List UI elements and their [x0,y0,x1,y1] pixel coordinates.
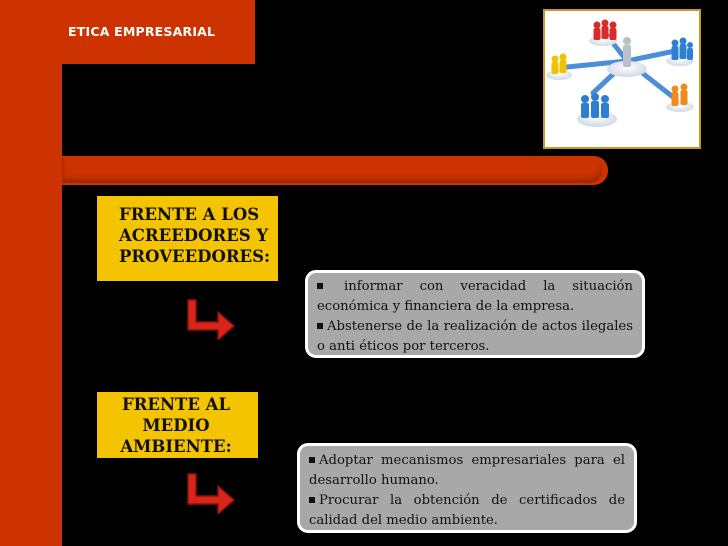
bullet-item [309,451,625,491]
creditors-label-line: FRENTE A LOS [119,205,260,224]
network-people-illustration [543,9,701,149]
bullet-text: Procurar la obtención de certificados de calidad del medio ambiente. [309,493,625,528]
bullet-item [309,491,625,531]
creditors-label-box [97,196,278,281]
network-illustration-svg [545,11,699,147]
environment-label-line: AMBIENTE: [120,437,232,456]
slide-title: ETICA EMPRESARIAL [68,24,216,39]
square-bullet-icon [309,497,315,503]
creditors-label-line: ACREEDORES Y [119,226,269,245]
creditors-content-box [305,270,645,358]
divider-bar-shading [62,158,602,183]
creditors-label-line: PROVEEDORES: [119,247,271,266]
square-bullet-icon [317,283,323,289]
bullet-item [317,317,633,357]
square-bullet-icon [317,323,323,329]
turn-right-arrow-icon [186,296,238,340]
environment-label-line: FRENTE AL [121,395,231,414]
bullet-item [317,277,633,317]
environment-label-line: MEDIO [142,416,210,435]
environment-label-box [97,392,258,458]
bullet-text: Adoptar mecanismos empresariales para el desarrollo humano. [309,453,625,488]
bullet-text: informar con veracidad la situación económica y financiera de la empresa. [317,279,633,314]
turn-right-arrow-icon [186,470,238,514]
environment-content-box [297,443,637,533]
bullet-text: Abstenerse de la realización de actos ilegales o anti éticos por terceros. [317,319,633,354]
left-accent-band [0,0,62,546]
square-bullet-icon [309,457,315,463]
